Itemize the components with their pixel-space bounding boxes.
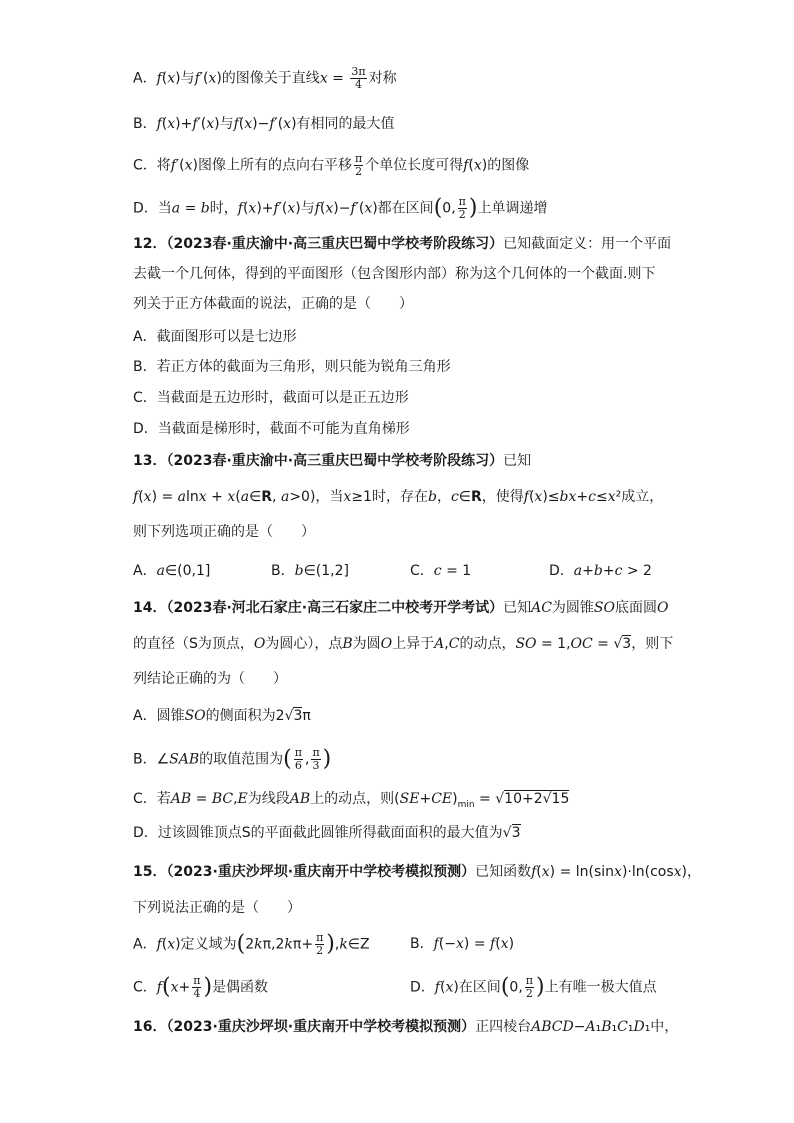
q13-option-b: B．b∈(1,2] bbox=[271, 563, 349, 579]
q12-option-d: D．当截面是梯形时，截面不可能为直角梯形 bbox=[133, 421, 410, 437]
q11-option-d-prefix: D． bbox=[133, 200, 158, 217]
q13-stem-1: 已知 bbox=[503, 453, 532, 469]
q12-stem-1: 已知截面定义：用一个平面 bbox=[503, 236, 672, 252]
q11-option-d: D．当a = b时，f(x)+f′(x)与f(x)−f′(x)都在区间(0, $\frac{\pi}{2}$ )上单调递增 bbox=[133, 195, 548, 221]
q12-stem-line-3: 列关于正方体截面的说法，正确的是（ ） bbox=[133, 296, 413, 312]
q11-option-c: C．将f′(x)图像上所有的点向右平移 $\frac{\pi}{2}$ 个单位长度可得f(x)的图像 bbox=[133, 152, 530, 178]
q12-header: 12．（2023春·重庆渝中·高三重庆巴蜀中学校考阶段练习） bbox=[133, 236, 504, 252]
q13-stem-line-2: f(x) = alnx + x(a∈R, a>0)，当x≥1时，存在b，c∈R，使得f(x)≤bx+c≤x²成立， bbox=[133, 489, 664, 505]
q14-option-d: D．过该圆锥顶点S的平面截此圆锥所得截面面积的最大值为√3 bbox=[133, 825, 521, 841]
q15-option-b: B．f(−x) = f(x) bbox=[410, 936, 515, 952]
q16-stem-line-1: 16．（2023·重庆沙坪坝·重庆南开中学校考模拟预测）正四棱台ABCD−A₁B₁C₁D₁中， bbox=[133, 1019, 679, 1035]
q14-option-c: C．若AB = BC,E为线段AB上的动点，则$(SE+CE)_{min} = √10+2√15$ bbox=[133, 791, 570, 810]
q13-option-a: A．a∈(0,1] bbox=[133, 563, 211, 579]
q12-stem-line-2: 去截一个几何体，得到的平面图形（包含图形内部）称为这个几何体的一个截面.则下 bbox=[133, 266, 656, 282]
q14-stem-line-1: 14．（2023春·河北石家庄·高三石家庄二中校考开学考试）已知AC为圆锥SO底面圆O bbox=[133, 600, 669, 616]
q15-stem-line-2: 下列说法正确的是（ ） bbox=[133, 900, 301, 916]
q15-option-c: C．f(x+ $\frac{\pi}{4}$ )是偶函数 bbox=[133, 974, 269, 1000]
q12-option-c: C．当截面是五边形时，截面可以是正五边形 bbox=[133, 390, 409, 406]
q13-header: 13．（2023春·重庆渝中·高三重庆巴蜀中学校考阶段练习） bbox=[133, 453, 504, 469]
q16-header: 16．（2023·重庆沙坪坝·重庆南开中学校考模拟预测） bbox=[133, 1019, 476, 1035]
q11-option-a-prefix: A． bbox=[133, 70, 157, 87]
q15-option-a: A．f(x)定义域为(2kπ,2kπ+ $\frac{\pi}{2}$ ),k∈Z bbox=[133, 931, 370, 957]
q11-option-a: A．f(x)与f′(x)的图像关于直线x = $\frac{3\pi}{4}$ 对称 bbox=[133, 65, 397, 91]
q12-option-b: B．若正方体的截面为三角形，则只能为锐角三角形 bbox=[133, 359, 451, 375]
q12-stem-line-1 bbox=[133, 234, 671, 254]
q15-option-d: D．f(x)在区间(0, $\frac{\pi}{2}$ )上有唯一极大值点 bbox=[410, 974, 657, 1000]
q13-option-d: D．a+b+c > 2 bbox=[549, 563, 652, 579]
q13-stem-line-1 bbox=[133, 451, 531, 471]
q14-option-b: B．∠SAB的取值范围为( $\frac{\pi}{6}$ , $\frac{\pi}{3}$ ) bbox=[133, 746, 332, 772]
q11-option-b: B．f(x)+f′(x)与f(x)−f′(x)有相同的最大值 bbox=[133, 116, 395, 132]
q12-option-a: A．截面图形可以是七边形 bbox=[133, 329, 297, 345]
q11-option-c-prefix: C． bbox=[133, 157, 157, 174]
q13-option-c: C．c = 1 bbox=[410, 563, 472, 579]
q14-stem-line-3: 列结论正确的为（ ） bbox=[133, 671, 287, 687]
q13-stem-line-3: 则下列选项正确的是（ ） bbox=[133, 524, 315, 540]
q14-option-a: A．圆锥SO的侧面积为2√3π bbox=[133, 708, 311, 724]
q11-option-b-prefix: B． bbox=[133, 116, 157, 132]
q15-header: 15．（2023·重庆沙坪坝·重庆南开中学校考模拟预测） bbox=[133, 864, 476, 880]
q14-stem-line-2: 的直径（S为顶点，O为圆心），点B为圆O上异于A,C的动点，SO = 1,OC = √3，则下 bbox=[133, 636, 674, 652]
q15-stem-line-1: 15．（2023·重庆沙坪坝·重庆南开中学校考模拟预测）已知函数f(x) = ln(sinx)·ln(cosx)， bbox=[133, 864, 702, 880]
q14-header: 14．（2023春·河北石家庄·高三石家庄二中校考开学考试） bbox=[133, 600, 504, 616]
